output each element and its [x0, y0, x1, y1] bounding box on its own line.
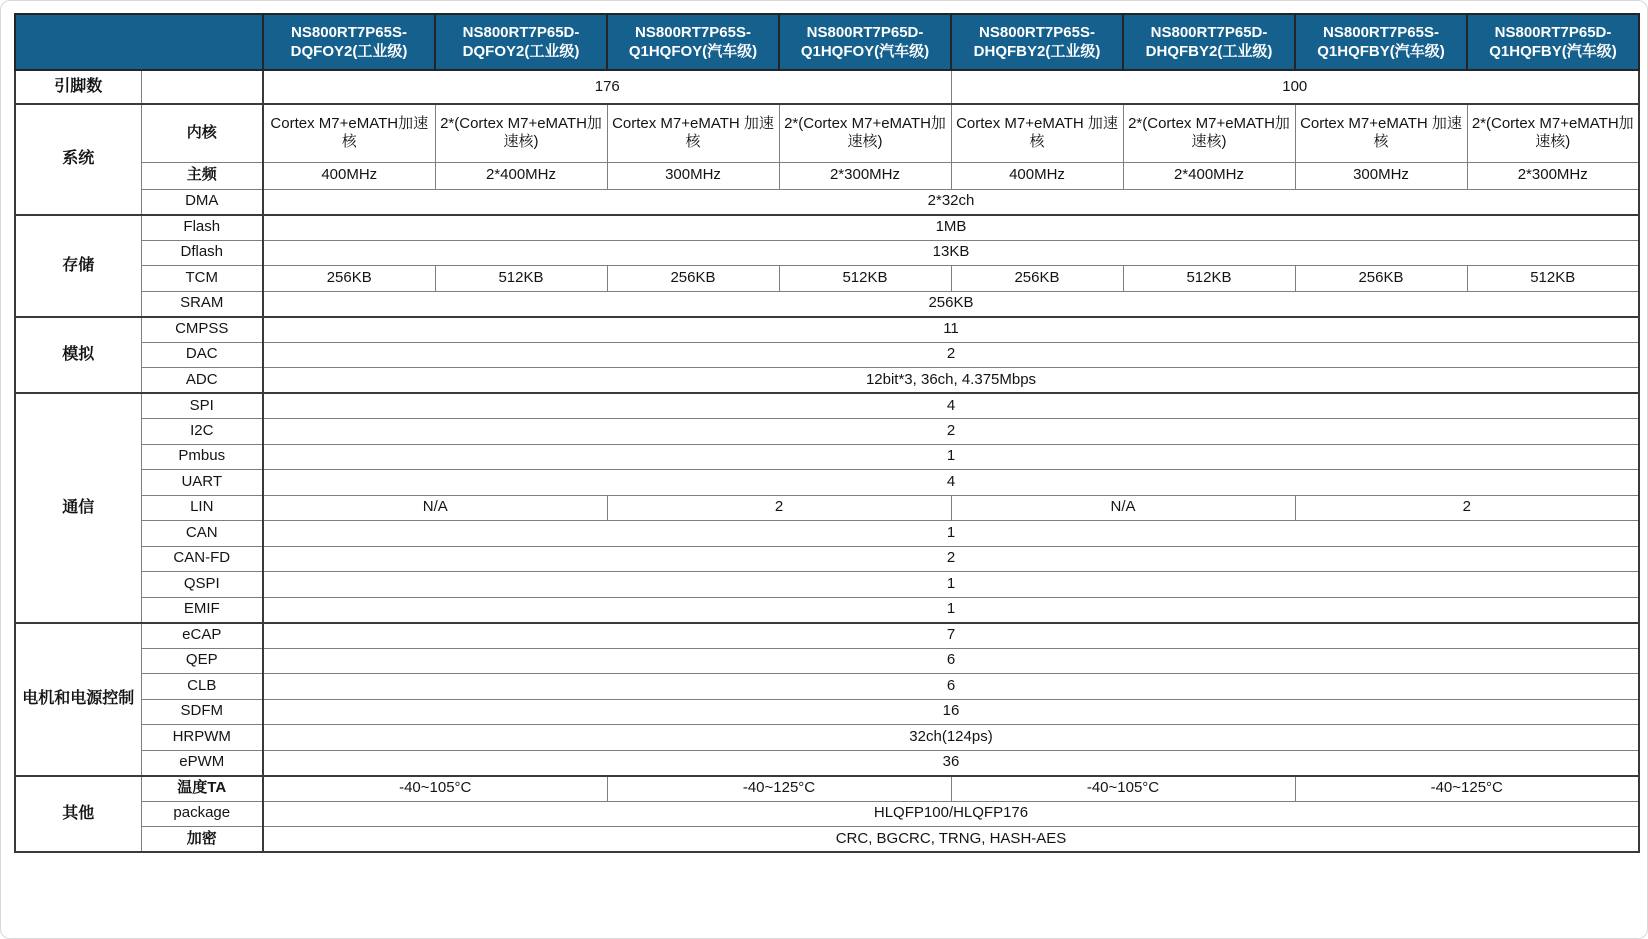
value-lin-1: N/A — [263, 495, 607, 521]
label-tcm: TCM — [141, 266, 263, 292]
value-crypto: CRC, BGCRC, TRNG, HASH-AES — [263, 827, 1639, 853]
value-package: HLQFP100/HLQFP176 — [263, 801, 1639, 827]
value-flash: 1MB — [263, 215, 1639, 241]
header-product-5: NS800RT7P65S-DHQFBY2(工业级) — [951, 14, 1123, 70]
value-dac: 2 — [263, 342, 1639, 368]
value-epwm: 36 — [263, 750, 1639, 776]
row-emif — [15, 597, 1639, 623]
row-epwm — [15, 750, 1639, 776]
row-dac — [15, 342, 1639, 368]
value-core-1: Cortex M7+eMATH加速核 — [263, 104, 435, 162]
header-product-6: NS800RT7P65D-DHQFBY2(工业级) — [1123, 14, 1295, 70]
category-comm: 通信 — [15, 393, 141, 623]
value-sdfm: 16 — [263, 699, 1639, 725]
label-canfd: CAN-FD — [141, 546, 263, 572]
row-dflash — [15, 240, 1639, 266]
row-can — [15, 521, 1639, 547]
row-qspi — [15, 572, 1639, 598]
value-temp-1: -40~105°C — [263, 776, 607, 802]
value-freq-1: 400MHz — [263, 162, 435, 189]
label-crypto: 加密 — [141, 827, 263, 853]
value-emif: 1 — [263, 597, 1639, 623]
header-product-8: NS800RT7P65D-Q1HQFBY(汽车级) — [1467, 14, 1639, 70]
value-temp-3: -40~105°C — [951, 776, 1295, 802]
row-pin-count — [15, 70, 1639, 104]
row-sram — [15, 291, 1639, 317]
label-dma: DMA — [141, 189, 263, 215]
label-clb: CLB — [141, 674, 263, 700]
category-motor: 电机和电源控制 — [15, 623, 141, 776]
label-sram: SRAM — [141, 291, 263, 317]
value-pmbus: 1 — [263, 444, 1639, 470]
row-lin — [15, 495, 1639, 521]
value-pin-count-176: 176 — [263, 70, 951, 104]
value-uart: 4 — [263, 470, 1639, 496]
label-uart: UART — [141, 470, 263, 496]
row-hrpwm — [15, 725, 1639, 751]
label-package: package — [141, 801, 263, 827]
label-core: 内核 — [141, 104, 263, 162]
value-freq-5: 400MHz — [951, 162, 1123, 189]
value-core-4: 2*(Cortex M7+eMATH加速核) — [779, 104, 951, 162]
value-tcm-8: 512KB — [1467, 266, 1639, 292]
row-core — [15, 104, 1639, 162]
row-adc — [15, 368, 1639, 394]
value-cmpss: 11 — [263, 317, 1639, 343]
label-temp: 温度TA — [141, 776, 263, 802]
label-lin: LIN — [141, 495, 263, 521]
label-spi: SPI — [141, 393, 263, 419]
value-clb: 6 — [263, 674, 1639, 700]
row-canfd — [15, 546, 1639, 572]
label-emif: EMIF — [141, 597, 263, 623]
label-freq: 主频 — [141, 162, 263, 189]
value-ecap: 7 — [263, 623, 1639, 649]
label-pin-count-empty — [141, 70, 263, 104]
row-spi — [15, 393, 1639, 419]
label-ecap: eCAP — [141, 623, 263, 649]
header-product-4: NS800RT7P65D-Q1HQFOY(汽车级) — [779, 14, 951, 70]
value-core-8: 2*(Cortex M7+eMATH加速核) — [1467, 104, 1639, 162]
row-flash — [15, 215, 1639, 241]
header-corner-cell — [15, 14, 263, 70]
value-tcm-6: 512KB — [1123, 266, 1295, 292]
header-row — [15, 14, 1639, 70]
row-freq — [15, 162, 1639, 189]
label-can: CAN — [141, 521, 263, 547]
value-core-2: 2*(Cortex M7+eMATH加速核) — [435, 104, 607, 162]
row-cmpss — [15, 317, 1639, 343]
row-temp — [15, 776, 1639, 802]
label-dflash: Dflash — [141, 240, 263, 266]
value-pin-count-100: 100 — [951, 70, 1639, 104]
label-pmbus: Pmbus — [141, 444, 263, 470]
value-freq-6: 2*400MHz — [1123, 162, 1295, 189]
label-qspi: QSPI — [141, 572, 263, 598]
header-product-1: NS800RT7P65S-DQFOY2(工业级) — [263, 14, 435, 70]
value-tcm-3: 256KB — [607, 266, 779, 292]
mcu-spec-table — [14, 13, 1640, 853]
value-freq-3: 300MHz — [607, 162, 779, 189]
value-canfd: 2 — [263, 546, 1639, 572]
value-core-7: Cortex M7+eMATH 加速核 — [1295, 104, 1467, 162]
category-pin-count: 引脚数 — [15, 70, 141, 104]
value-core-6: 2*(Cortex M7+eMATH加速核) — [1123, 104, 1295, 162]
value-temp-4: -40~125°C — [1295, 776, 1639, 802]
label-adc: ADC — [141, 368, 263, 394]
label-cmpss: CMPSS — [141, 317, 263, 343]
value-lin-3: N/A — [951, 495, 1295, 521]
category-analog: 模拟 — [15, 317, 141, 394]
value-core-5: Cortex M7+eMATH 加速核 — [951, 104, 1123, 162]
value-qspi: 1 — [263, 572, 1639, 598]
label-i2c: I2C — [141, 419, 263, 445]
value-freq-2: 2*400MHz — [435, 162, 607, 189]
row-tcm — [15, 266, 1639, 292]
value-lin-4: 2 — [1295, 495, 1639, 521]
label-dac: DAC — [141, 342, 263, 368]
header-product-7: NS800RT7P65S-Q1HQFBY(汽车级) — [1295, 14, 1467, 70]
label-sdfm: SDFM — [141, 699, 263, 725]
value-tcm-5: 256KB — [951, 266, 1123, 292]
value-tcm-4: 512KB — [779, 266, 951, 292]
value-spi: 4 — [263, 393, 1639, 419]
label-hrpwm: HRPWM — [141, 725, 263, 751]
label-flash: Flash — [141, 215, 263, 241]
value-qep: 6 — [263, 648, 1639, 674]
row-package — [15, 801, 1639, 827]
value-tcm-7: 256KB — [1295, 266, 1467, 292]
value-i2c: 2 — [263, 419, 1639, 445]
label-qep: QEP — [141, 648, 263, 674]
value-temp-2: -40~125°C — [607, 776, 951, 802]
category-storage: 存储 — [15, 215, 141, 317]
value-freq-4: 2*300MHz — [779, 162, 951, 189]
value-lin-2: 2 — [607, 495, 951, 521]
row-sdfm — [15, 699, 1639, 725]
value-core-3: Cortex M7+eMATH 加速核 — [607, 104, 779, 162]
value-freq-8: 2*300MHz — [1467, 162, 1639, 189]
row-clb — [15, 674, 1639, 700]
row-uart — [15, 470, 1639, 496]
value-tcm-2: 512KB — [435, 266, 607, 292]
row-qep — [15, 648, 1639, 674]
value-dma: 2*32ch — [263, 189, 1639, 215]
category-system: 系统 — [15, 104, 141, 215]
header-product-2: NS800RT7P65D-DQFOY2(工业级) — [435, 14, 607, 70]
row-crypto — [15, 827, 1639, 853]
row-ecap — [15, 623, 1639, 649]
value-hrpwm: 32ch(124ps) — [263, 725, 1639, 751]
value-freq-7: 300MHz — [1295, 162, 1467, 189]
category-other: 其他 — [15, 776, 141, 853]
row-dma — [15, 189, 1639, 215]
row-pmbus — [15, 444, 1639, 470]
value-can: 1 — [263, 521, 1639, 547]
header-product-3: NS800RT7P65S-Q1HQFOY(汽车级) — [607, 14, 779, 70]
value-sram: 256KB — [263, 291, 1639, 317]
value-dflash: 13KB — [263, 240, 1639, 266]
row-i2c — [15, 419, 1639, 445]
label-epwm: ePWM — [141, 750, 263, 776]
value-tcm-1: 256KB — [263, 266, 435, 292]
value-adc: 12bit*3, 36ch, 4.375Mbps — [263, 368, 1639, 394]
